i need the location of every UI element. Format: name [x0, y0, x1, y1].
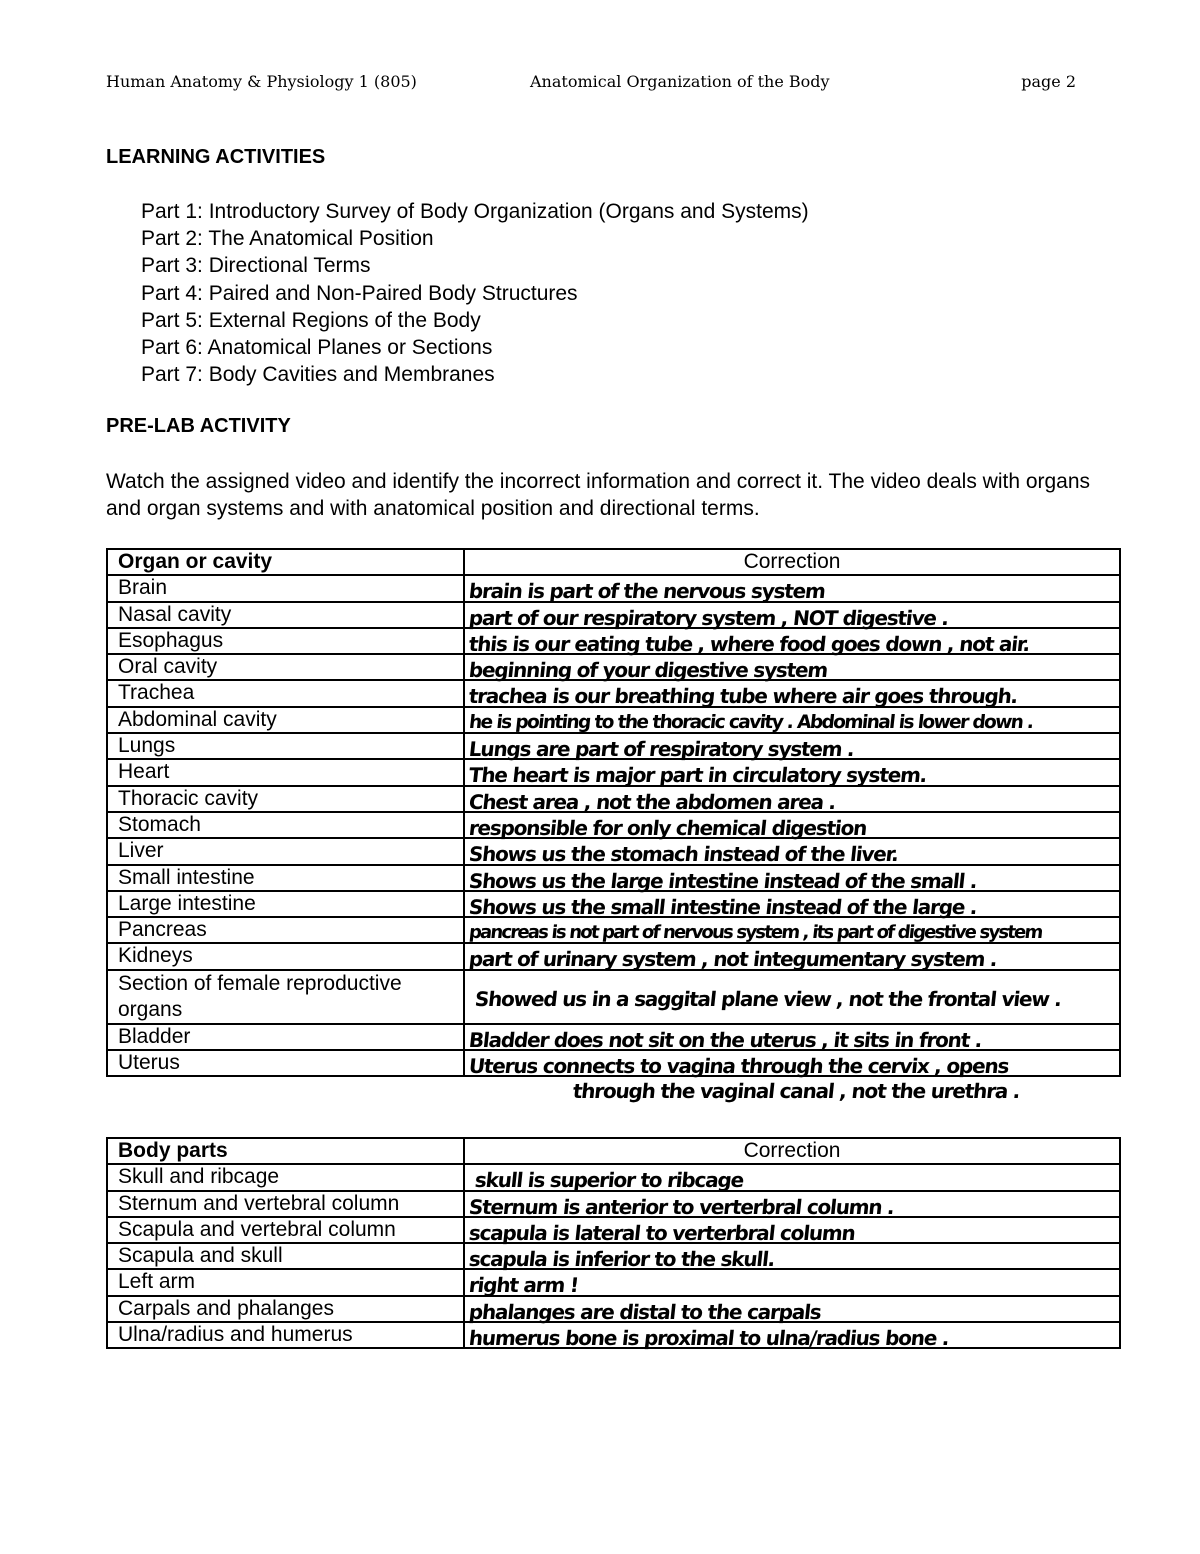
handwritten-correction: Bladder does not sit on the uterus , it sits in front .: [467, 1027, 983, 1052]
correction-cell: [464, 1269, 1120, 1298]
table-row: [107, 943, 1120, 969]
table-row: [107, 628, 1120, 654]
table-row: [107, 812, 1120, 838]
table-row: [107, 917, 1120, 943]
body-part-cell: Sternum and vertebral column: [107, 1191, 464, 1217]
handwritten-correction: Uterus connects to vagina through the cervix , opens: [467, 1054, 1010, 1079]
body-part-cell: Scapula and vertebral column: [107, 1217, 464, 1243]
handwritten-correction: Shows us the stomach instead of the liver.: [467, 842, 900, 867]
table-row: [107, 1243, 1120, 1269]
organ-cell: Pancreas: [107, 917, 464, 943]
table-header-row: [107, 1138, 1120, 1164]
body-part-cell: Left arm: [107, 1269, 464, 1295]
organ-cell: Small intestine: [107, 865, 464, 891]
organ-cell: Esophagus: [107, 628, 464, 654]
list-item: Part 1: Introductory Survey of Body Organization (Organs and Systems): [141, 200, 809, 223]
correction-cell: [464, 1050, 1120, 1104]
table-row: [107, 838, 1120, 864]
handwritten-correction: this is our eating tube , where food goes down , not air.: [467, 631, 1031, 656]
organ-correction-table: [106, 548, 1121, 1104]
table-row: [107, 654, 1120, 680]
organ-cell: Large intestine: [107, 891, 464, 917]
column-header: Correction: [464, 1138, 1120, 1164]
correction-cell: [464, 1191, 1120, 1217]
organ-cell: Brain: [107, 575, 464, 601]
list-item: Part 6: Anatomical Planes or Sections: [141, 336, 493, 360]
table-row: [107, 1296, 1120, 1322]
handwritten-correction: Shows us the small intestine instead of the large .: [467, 894, 978, 919]
correction-cell: [464, 786, 1120, 812]
table-row: [107, 970, 1120, 1024]
body-part-cell: Carpals and phalanges: [107, 1296, 464, 1322]
organ-cell: Thoracic cavity: [107, 786, 464, 812]
correction-cell: [464, 1296, 1120, 1322]
table-row: [107, 1322, 1120, 1348]
correction-cell: [464, 733, 1120, 762]
correction-cell: [464, 812, 1120, 838]
list-item: Part 4: Paired and Non-Paired Body Structures: [141, 281, 578, 305]
table-row: [107, 865, 1120, 891]
correction-cell: [464, 917, 1120, 943]
parts-list: [141, 198, 809, 388]
handwritten-correction: trachea is our breathing tube where air goes through.: [467, 684, 1019, 709]
list-item: Part 5: External Regions of the Body: [141, 308, 481, 332]
handwritten-correction: responsible for only chemical digestion: [467, 815, 868, 840]
handwritten-correction: Lungs are part of respiratory system .: [467, 737, 855, 762]
course-title: Human Anatomy & Physiology 1 (805): [106, 72, 417, 91]
table-row: [107, 680, 1120, 706]
handwritten-correction: part of urinary system , not integumentary system .: [467, 947, 998, 972]
table-row: [107, 759, 1120, 785]
body-part-cell: Skull and ribcage: [107, 1164, 464, 1190]
handwritten-correction: Shows us the large intestine instead of the small .: [467, 868, 978, 893]
table-row: [107, 707, 1120, 733]
correction-cell: [464, 628, 1120, 654]
organ-cell: Trachea: [107, 680, 464, 706]
page-header: [106, 72, 1076, 96]
handwritten-correction: scapula is inferior to the skull.: [467, 1247, 776, 1272]
correction-cell: [464, 891, 1120, 917]
handwritten-correction: beginning of your digestive system: [467, 658, 829, 683]
table-row: [107, 733, 1120, 759]
correction-cell: [464, 865, 1120, 891]
body-parts-correction-table: [106, 1137, 1121, 1349]
organ-cell: Heart: [107, 759, 464, 785]
correction-cell: [464, 680, 1120, 709]
organ-cell: Nasal cavity: [107, 602, 464, 628]
handwritten-correction: Sternum is anterior to verterbral column .: [467, 1194, 895, 1219]
organ-cell: Section of female reproductive organs: [107, 970, 464, 1024]
handwritten-correction: brain is part of the nervous system: [467, 579, 827, 604]
correction-cell: [464, 602, 1120, 628]
organ-cell: Bladder: [107, 1024, 464, 1050]
table-row: [107, 1050, 1120, 1076]
handwritten-correction: The heart is major part in circulatory system.: [467, 763, 928, 788]
correction-cell: [464, 654, 1120, 683]
page-number: page 2: [1021, 72, 1076, 91]
handwritten-correction: part of our respiratory system , NOT digestive .: [467, 605, 950, 630]
organ-cell: Lungs: [107, 733, 464, 759]
list-item: Part 7: Body Cavities and Membranes: [141, 363, 495, 387]
correction-cell: [464, 1243, 1120, 1272]
handwritten-correction: Showed us in a saggital plane view , not the frontal view .: [473, 986, 1063, 1011]
table-header-row: [107, 549, 1120, 575]
list-item: Part 2: The Anatomical Position: [141, 227, 434, 251]
body-part-cell: Ulna/radius and humerus: [107, 1322, 464, 1348]
handwritten-correction: he is pointing to the thoracic cavity . Abdominal is lower down .: [467, 711, 1034, 733]
table-row: [107, 575, 1120, 601]
table-row: [107, 891, 1120, 917]
prelab-instructions: Watch the assigned video and identify the incorrect information and correct it. The video deals with organs and organ systems and with anatomical position and directional terms.: [106, 470, 1091, 520]
correction-cell: [464, 943, 1120, 972]
organ-cell: Liver: [107, 838, 464, 864]
correction-cell: [464, 1024, 1120, 1050]
table-row: [107, 1191, 1120, 1217]
column-header: Correction: [464, 549, 1120, 575]
column-header: Organ or cavity: [107, 549, 464, 575]
handwritten-correction: skull is superior to ribcage: [473, 1168, 745, 1193]
handwritten-correction: phalanges are distal to the carpals: [467, 1299, 822, 1324]
organ-cell: Stomach: [107, 812, 464, 838]
organ-cell: Kidneys: [107, 943, 464, 969]
list-item: Part 3: Directional Terms: [141, 254, 371, 278]
organ-cell: Uterus: [107, 1050, 464, 1076]
correction-cell: [464, 707, 1120, 733]
table-row: [107, 1217, 1120, 1243]
topic-title: Anatomical Organization of the Body: [530, 72, 830, 91]
correction-cell: [464, 575, 1120, 604]
correction-cell: [464, 970, 1120, 1024]
column-header: Body parts: [107, 1138, 464, 1164]
organ-cell: Oral cavity: [107, 654, 464, 680]
table-row: [107, 1269, 1120, 1295]
handwritten-correction: pancreas is not part of nervous system , its part of digestive system: [467, 922, 1043, 944]
handwritten-correction: Chest area , not the abdomen area .: [467, 789, 837, 814]
handwritten-correction: scapula is lateral to verterbral column: [467, 1220, 856, 1245]
prelab-heading: PRE-LAB ACTIVITY: [106, 415, 291, 437]
table-row: [107, 1164, 1120, 1190]
handwritten-correction-continued: through the vaginal canal , not the urethra .: [571, 1079, 1021, 1104]
correction-cell: [464, 1164, 1120, 1193]
body-part-cell: Scapula and skull: [107, 1243, 464, 1269]
correction-cell: [464, 1217, 1120, 1243]
correction-cell: [464, 1322, 1120, 1351]
correction-cell: [464, 759, 1120, 788]
handwritten-correction: right arm !: [467, 1273, 580, 1298]
table-row: [107, 786, 1120, 812]
correction-cell: [464, 838, 1120, 867]
learning-activities-heading: LEARNING ACTIVITIES: [106, 146, 326, 168]
table-row: [107, 602, 1120, 628]
table-row: [107, 1024, 1120, 1050]
organ-cell: Abdominal cavity: [107, 707, 464, 733]
handwritten-correction: humerus bone is proximal to ulna/radius bone .: [467, 1326, 950, 1351]
